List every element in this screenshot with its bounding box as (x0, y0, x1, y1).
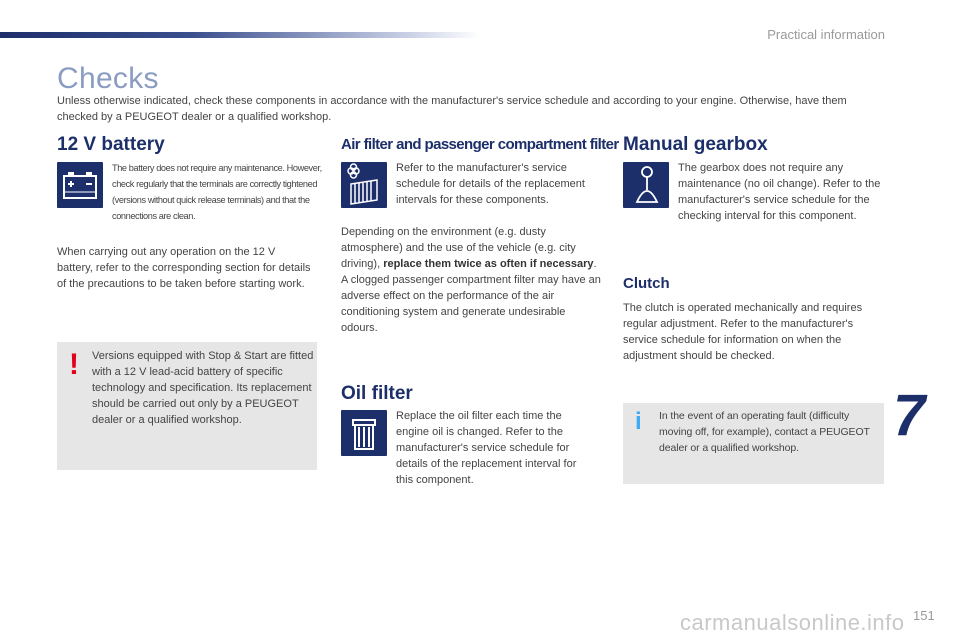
clutch-heading: Clutch (623, 275, 670, 292)
battery-heading: 12 V battery (57, 134, 165, 155)
oil-filter-note: Replace the oil filter each time the engine oil is changed. Refer to the manufacturer's service schedule for details of the replacement interval for this component. (396, 410, 577, 486)
air-filter-body2: A clogged passenger compartment filter may have an adverse effect on the performance of the air conditioning system and generate undesirable odours. (341, 274, 601, 334)
air-filter-heading: Air filter and passenger compartment filter (341, 136, 619, 153)
info-icon: i (635, 408, 642, 435)
air-filter-body-post: . (593, 258, 597, 270)
info-text: In the event of an operating fault (difficulty moving off, for example), contact a PEUGEOT dealer or a qualified workshop. (659, 410, 870, 454)
clutch-body: The clutch is operated mechanically and requires regular adjustment. Refer to the manufacturer's service schedule for information on when the adjustment should be checked. (623, 302, 863, 362)
gearbox-note: The gearbox does not require any maintenance (no oil change). Refer to the manufacturer's service schedule for the checking interval for this component. (678, 162, 881, 222)
air-filter-note: Refer to the manufacturer's service schedule for details of the replacement intervals for these components. (396, 162, 585, 206)
battery-icon (57, 162, 103, 208)
gearbox-heading: Manual gearbox (623, 134, 768, 155)
battery-note: The battery does not require any maintenance. However, check regularly that the terminals are correctly tightened (versions without quick release terminals) and that the connections are clean. (112, 163, 322, 221)
air-filter-body-bold: replace them twice as often if necessary (383, 258, 594, 270)
oil-filter-heading: Oil filter (341, 383, 413, 404)
gear-lever-icon (623, 162, 669, 208)
chapter-number: 7 (893, 383, 926, 448)
warning-text: Versions equipped with Stop & Start are fitted with a 12 V lead-acid battery of specific technology and specification. Its replacement should be carried out only by a PEUGEOT dealer or a qualified workshop. (92, 350, 314, 426)
warning-box (57, 342, 317, 470)
battery-body: When carrying out any operation on the 12 V battery, refer to the corresponding section for details of the precautions to be taken before starting work. (57, 246, 311, 290)
oil-filter-icon (341, 410, 387, 456)
intro-text: Unless otherwise indicated, check these components in accordance with the manufacturer's service schedule and according to your engine. Otherwise, have them checked by a PEUGEOT dealer or a qualified workshop. (57, 95, 847, 123)
air-filter-icon (341, 162, 387, 208)
section-title: Practical information (767, 27, 885, 42)
air-filter-body (341, 224, 603, 336)
warning-icon: ! (69, 348, 79, 381)
watermark: carmanualsonline.info (680, 610, 905, 635)
page-number: 151 (913, 608, 935, 623)
info-box (623, 403, 884, 484)
header-accent-bar (0, 32, 480, 38)
page-title: Checks (57, 62, 159, 95)
air-filter-body-pre: Depending on the environment (e.g. dusty atmosphere) and the use of the vehicle (e.g. city driving), (341, 226, 576, 270)
